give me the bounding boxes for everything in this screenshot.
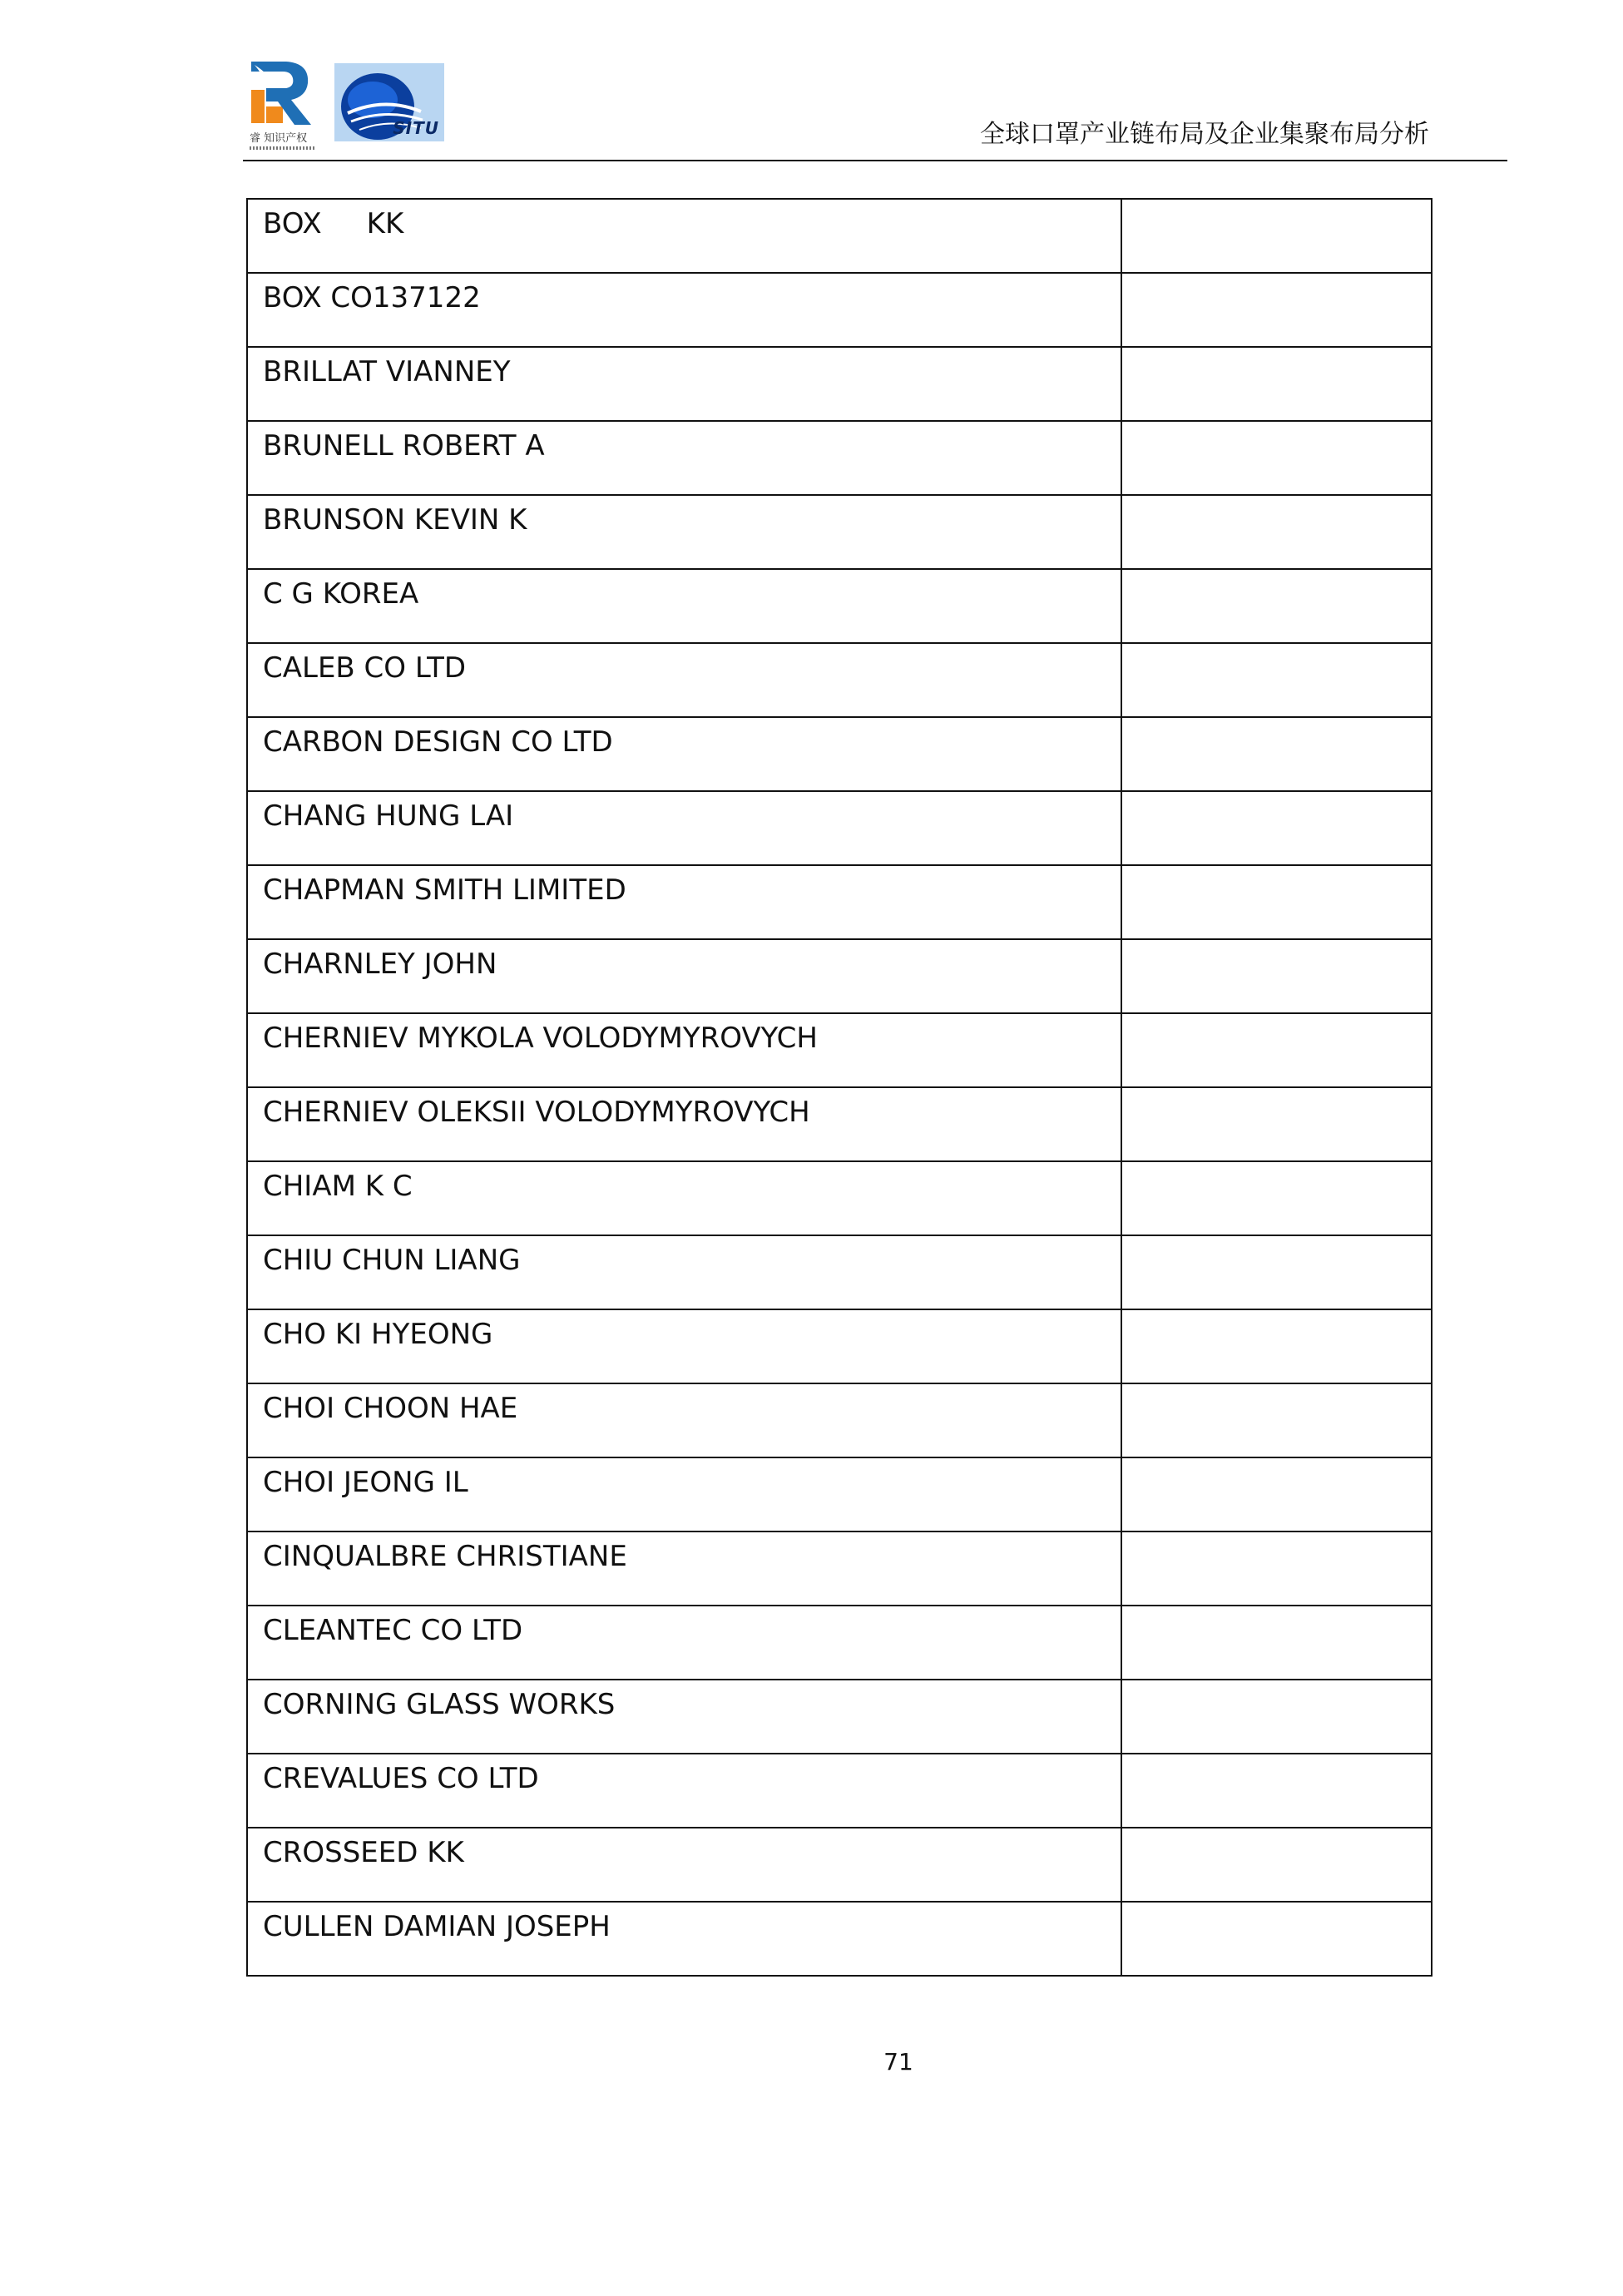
name-cell	[247, 865, 1121, 939]
value-cell	[1121, 643, 1432, 717]
applicant-value	[1122, 940, 1431, 947]
value-cell	[1121, 939, 1432, 1013]
r-logo-subline	[250, 146, 316, 150]
applicant-value	[1122, 1754, 1431, 1761]
table-row	[247, 569, 1432, 643]
applicant-value	[1122, 1014, 1431, 1021]
value-cell	[1121, 1531, 1432, 1606]
applicant-value	[1122, 1310, 1431, 1317]
name-cell	[247, 1754, 1121, 1828]
applicant-name: CREVALUES CO LTD	[263, 1762, 539, 1795]
name-cell	[247, 421, 1121, 495]
header-title: 全球口罩产业链布局及企业集聚布局分析	[980, 120, 1429, 149]
applicant-value	[1122, 1384, 1431, 1391]
sipo-logo	[334, 63, 444, 141]
applicant-value	[1122, 348, 1431, 354]
applicant-value	[1122, 1680, 1431, 1687]
r-logo-caption: 睿 知识产权	[250, 132, 308, 145]
table-body	[247, 199, 1432, 1976]
applicant-value	[1122, 644, 1431, 651]
table-row	[247, 1606, 1432, 1680]
value-cell	[1121, 1309, 1432, 1383]
page-number: 71	[883, 2048, 913, 2076]
header-rule	[243, 160, 1507, 161]
applicant-value	[1122, 1828, 1431, 1835]
applicant-value	[1122, 1236, 1431, 1243]
name-cell	[247, 495, 1121, 569]
table-row	[247, 1902, 1432, 1976]
applicant-name: C G KOREA	[263, 577, 419, 611]
name-cell	[247, 717, 1121, 791]
value-cell	[1121, 1013, 1432, 1087]
table-row	[247, 421, 1432, 495]
applicant-name: CHO KI HYEONG	[263, 1318, 493, 1351]
value-cell	[1121, 273, 1432, 347]
value-cell	[1121, 199, 1432, 273]
name-cell	[247, 1087, 1121, 1161]
table-row	[247, 939, 1432, 1013]
applicant-value	[1122, 792, 1431, 799]
name-cell	[247, 1902, 1121, 1976]
table-row	[247, 1087, 1432, 1161]
table-row	[247, 1531, 1432, 1606]
name-cell	[247, 1161, 1121, 1235]
sipo-logo-text: SITU	[393, 118, 439, 138]
applicant-value	[1122, 274, 1431, 280]
applicant-name: CHIAM K C	[263, 1170, 413, 1203]
table-row	[247, 1828, 1432, 1902]
table-row	[247, 199, 1432, 273]
name-cell	[247, 939, 1121, 1013]
applicant-value	[1122, 570, 1431, 576]
name-cell	[247, 643, 1121, 717]
value-cell	[1121, 1087, 1432, 1161]
applicant-name: CHERNIEV OLEKSII VOLODYMYROVYCH	[263, 1096, 810, 1129]
name-cell	[247, 1235, 1121, 1309]
applicant-value	[1122, 1532, 1431, 1539]
applicant-name: CINQUALBRE CHRISTIANE	[263, 1540, 627, 1573]
table-row	[247, 1161, 1432, 1235]
applicant-name: CHAPMAN SMITH LIMITED	[263, 873, 626, 907]
applicant-value	[1122, 1903, 1431, 1909]
applicant-name: BOX CO137122	[263, 281, 481, 314]
page-header	[243, 58, 1507, 162]
name-cell	[247, 1309, 1121, 1383]
name-cell	[247, 273, 1121, 347]
name-cell	[247, 199, 1121, 273]
table-row	[247, 1680, 1432, 1754]
table-row	[247, 495, 1432, 569]
applicant-name: BOX KK	[263, 207, 404, 240]
table-row	[247, 717, 1432, 791]
applicant-name: BRILLAT VIANNEY	[263, 355, 511, 388]
applicant-value	[1122, 1606, 1431, 1613]
name-cell	[247, 791, 1121, 865]
value-cell	[1121, 1383, 1432, 1457]
value-cell	[1121, 865, 1432, 939]
value-cell	[1121, 791, 1432, 865]
applicant-table	[246, 198, 1432, 1977]
name-cell	[247, 1606, 1121, 1680]
applicant-name: CHOI CHOON HAE	[263, 1392, 518, 1425]
applicant-value	[1122, 1458, 1431, 1465]
r-logo-icon	[250, 60, 316, 131]
applicant-value	[1122, 866, 1431, 873]
table-row	[247, 1457, 1432, 1531]
applicant-name: CHOI JEONG IL	[263, 1466, 468, 1499]
table-row	[247, 1309, 1432, 1383]
applicant-name: CARBON DESIGN CO LTD	[263, 725, 613, 759]
table-row	[247, 1754, 1432, 1828]
applicant-name: BRUNELL ROBERT A	[263, 429, 545, 463]
value-cell	[1121, 1161, 1432, 1235]
name-cell	[247, 347, 1121, 421]
applicant-name: CLEANTEC CO LTD	[263, 1614, 523, 1647]
name-cell	[247, 569, 1121, 643]
applicant-name: BRUNSON KEVIN K	[263, 503, 527, 537]
applicant-name: CALEB CO LTD	[263, 651, 467, 685]
name-cell	[247, 1828, 1121, 1902]
value-cell	[1121, 1457, 1432, 1531]
table-row	[247, 273, 1432, 347]
r-logo	[250, 60, 316, 153]
value-cell	[1121, 717, 1432, 791]
applicant-name: CHERNIEV MYKOLA VOLODYMYROVYCH	[263, 1022, 818, 1055]
applicant-value	[1122, 718, 1431, 725]
name-cell	[247, 1457, 1121, 1531]
applicant-name: CORNING GLASS WORKS	[263, 1688, 616, 1721]
value-cell	[1121, 1828, 1432, 1902]
table-row	[247, 643, 1432, 717]
table-row	[247, 791, 1432, 865]
value-cell	[1121, 1680, 1432, 1754]
value-cell	[1121, 1235, 1432, 1309]
table-row	[247, 347, 1432, 421]
applicant-value	[1122, 1088, 1431, 1095]
table-row	[247, 1235, 1432, 1309]
applicant-value	[1122, 1162, 1431, 1169]
name-cell	[247, 1680, 1121, 1754]
applicant-value	[1122, 496, 1431, 502]
value-cell	[1121, 1754, 1432, 1828]
table-row	[247, 865, 1432, 939]
value-cell	[1121, 495, 1432, 569]
value-cell	[1121, 421, 1432, 495]
applicant-name: CULLEN DAMIAN JOSEPH	[263, 1910, 611, 1943]
value-cell	[1121, 1902, 1432, 1976]
name-cell	[247, 1383, 1121, 1457]
name-cell	[247, 1531, 1121, 1606]
value-cell	[1121, 347, 1432, 421]
applicant-name: CHARNLEY JOHN	[263, 948, 497, 981]
applicant-name: CHIU CHUN LIANG	[263, 1244, 521, 1277]
applicant-name: CROSSEED KK	[263, 1836, 464, 1869]
name-cell	[247, 1013, 1121, 1087]
value-cell	[1121, 1606, 1432, 1680]
applicant-value	[1122, 422, 1431, 428]
applicant-name: CHANG HUNG LAI	[263, 799, 514, 833]
applicant-value	[1122, 200, 1431, 206]
table-row	[247, 1013, 1432, 1087]
table-row	[247, 1383, 1432, 1457]
value-cell	[1121, 569, 1432, 643]
